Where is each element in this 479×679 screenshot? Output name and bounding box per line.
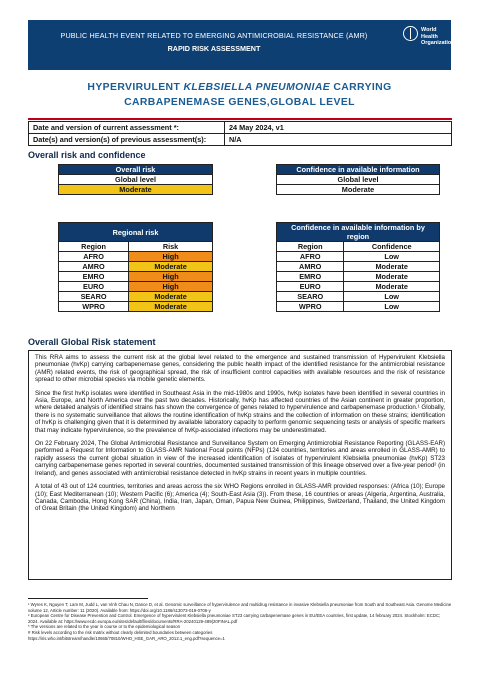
confidence-cell: Moderate bbox=[344, 262, 440, 272]
region-cell: EMRO bbox=[59, 272, 129, 282]
statement-paragraph-4: A total of 43 out of 124 countries, territories and areas across the six WHO Regions enrolled in GLASS-AMR provided responses: (Africa (10); Europe (10); East Mediterranean (10); Western Pacific (6); America (4); South-East Asia (3)). From these, 16 countries or areas (Algeria, Argentina, Australia, Canada, Cambodia, Hong Kong SAR (China), India, Iran, Japan, Oman, Papua New Guinea, Philippines, Switzerland, Thailand, the United Kingdom of Great Britain (the United Kingdom) and Northern bbox=[35, 483, 445, 513]
column-region: Region bbox=[59, 242, 129, 252]
footnote-rule bbox=[28, 598, 148, 599]
overall-confidence-header: Confidence in available information bbox=[277, 165, 440, 175]
region-cell: SEARO bbox=[59, 292, 129, 302]
current-assessment-value: 24 May 2024, v1 bbox=[225, 122, 452, 134]
regional-confidence-header: Confidence in available information by region bbox=[277, 223, 440, 242]
footnote-1: ¹ Wyres K, Nguyen T, Lam M, Judd L, van Vinh Chau N, Dance D, et al. Genomic surveillance of hypervirulence and multidrug resistance in invasive Klebsiella pneumoniae from South and Southeast Asia. Genome Medicine volume 12, Article number: 11 (2020). Available from: https://doi.org/10.1186/s13073-019-0706-y bbox=[28, 602, 452, 613]
footnote-3: * The versions are related to the year in course or to the epidemiological season bbox=[28, 624, 181, 630]
regional-confidence-table bbox=[276, 222, 440, 312]
overall-confidence-level: Global level bbox=[277, 175, 440, 185]
footnote-5: https://iris.who.int/bitstream/handle/10665/70810/WHO_HSE_GAR_ARO_2012.1_eng.pdf?sequence=1 bbox=[28, 635, 225, 641]
org-name-line-2: Organization bbox=[421, 40, 455, 46]
footnote-2: ² European Centre for Disease Prevention and Control. Emergence of hypervirulent Klebsiella pneumoniae ST23 carrying carbapenemase genes in EU/EEA countries, first update, 14 february 2024. Stockholm: ECDC; 2024. Available at: https://www.ecdc.europa.eu/sites/default/files/documents/RRA-20240129-489(20FINAL.pdf bbox=[28, 613, 441, 624]
region-cell: WPRO bbox=[59, 302, 129, 312]
statement-paragraph-1: This RRA aims to assess the current risk at the global level related to the emergence and sustained transmission of Hypervirulent Klebsiella pneumoniae (hvKp) carrying carbapenemase genes, considering the public health impact of the identified resistance for the antimicrobial resistance (AMR) related events, the risk of geographical spread, the risk of insufficient control capacities with available resources and the risk of resistance spread to other microbial species via mobile genetic elements. bbox=[35, 354, 445, 384]
risk-statement-box bbox=[28, 350, 452, 580]
risk-cell: High bbox=[129, 272, 213, 282]
statement-paragraph-3: On 22 February 2024, The Global Antimicrobial Resistance and Surveillance System on Emerging Antimicrobial Resistance Reporting (GLASS-EAR) performed a Request for Information to GLASS-AMR National Focal points (NFPs) (124 countries, territories and areas enrolled in GLASS-AMR) to rapidly assess the current global situation in view of the increased identification of isolates of hypervirulent Klebsiella pneumoniae (hvKp) ST23 carrying carbapenemase genes reported in several countries, documented sustained transmission of this lineage observed over a five-year period² (in Ireland), and genes associated with antimicrobial resistance detected in hvKp strains in recent years in multiple countries. bbox=[35, 440, 445, 477]
overall-confidence-table bbox=[276, 164, 440, 195]
region-cell: EURO bbox=[59, 282, 129, 292]
header-line-1: PUBLIC HEALTH EVENT RELATED TO EMERGING ANTIMICROBIAL RESISTANCE (AMR) bbox=[60, 31, 368, 40]
header-line-2: RAPID RISK ASSESSMENT bbox=[167, 44, 261, 53]
who-logo bbox=[403, 24, 455, 46]
confidence-cell: Moderate bbox=[344, 272, 440, 282]
regional-risk-table bbox=[58, 222, 213, 312]
risk-cell: Moderate bbox=[129, 262, 213, 272]
overall-confidence-value: Moderate bbox=[277, 185, 440, 195]
confidence-cell: Low bbox=[344, 252, 440, 262]
assessment-info bbox=[28, 118, 452, 146]
column-region: Region bbox=[277, 242, 344, 252]
region-cell: AMRO bbox=[59, 262, 129, 272]
confidence-cell: Moderate bbox=[344, 282, 440, 292]
region-cell: AMRO bbox=[277, 262, 344, 272]
previous-assessment-label: Date(s) and version(s) of previous assessment(s): bbox=[29, 134, 225, 146]
region-cell: AFRO bbox=[277, 252, 344, 262]
who-logo-text bbox=[421, 27, 455, 47]
risk-cell: Moderate bbox=[129, 302, 213, 312]
confidence-cell: Low bbox=[344, 302, 440, 312]
region-cell: AFRO bbox=[59, 252, 129, 262]
overall-risk-header: Overall risk bbox=[59, 165, 213, 175]
overall-risk-value: Moderate bbox=[59, 185, 213, 195]
region-cell: WPRO bbox=[277, 302, 344, 312]
confidence-cell: Low bbox=[344, 292, 440, 302]
column-risk: Risk bbox=[129, 242, 213, 252]
risk-cell: High bbox=[129, 282, 213, 292]
region-cell: EURO bbox=[277, 282, 344, 292]
risk-cell: High bbox=[129, 252, 213, 262]
header-banner bbox=[28, 20, 455, 70]
region-cell: EMRO bbox=[277, 272, 344, 282]
previous-assessment-value: N/A bbox=[225, 134, 452, 146]
globe-icon bbox=[403, 26, 418, 41]
current-assessment-label: Date and version of current assessment *: bbox=[29, 122, 225, 134]
footnotes bbox=[28, 602, 452, 641]
region-cell: SEARO bbox=[277, 292, 344, 302]
document-title bbox=[20, 80, 459, 110]
overall-risk-table bbox=[58, 164, 213, 195]
title-part-1: HYPERVIRULENT bbox=[87, 82, 184, 93]
title-species: KLEBSIELLA PNEUMONIAE bbox=[183, 82, 331, 93]
statement-paragraph-2: Since the first hvKp isolates were identified in Southeast Asia in the mid-1980s and 1990s, hvKp isolates have been identified in several countries in Asia, Europe, and North America over the past two decades. Historically, hvKp has affected countries of the Asian continent in greater proportion, where detailed analysis of identified strains has shown the convergence of genes related to hypervirulence and carbapenemase production.¹ Globally, there is no systematic surveillance that allows the routine identification of hvKp strains and the collection of information on these strains; identification of hvKp is challenging given that it is determined by available laboratory capacity to perform genomic sequencing tests or analysis of specific markers that may indicate hypervirulence, so the prevalence of hvKp-associated infections may be underestimated. bbox=[35, 389, 445, 434]
footnote-4: # Risk levels according to the risk matrix without clearly delimited boundaries between categories bbox=[28, 629, 213, 635]
column-confidence: Confidence bbox=[344, 242, 440, 252]
org-name-line-1: World Health bbox=[421, 27, 438, 40]
title-part-3: CARRYING bbox=[330, 82, 392, 93]
risk-cell: Moderate bbox=[129, 292, 213, 302]
red-divider bbox=[28, 118, 452, 120]
overall-section-title: Overall risk and confidence bbox=[28, 150, 146, 160]
title-line-2: CARBAPENEMASE GENES,GLOBAL LEVEL bbox=[124, 97, 355, 108]
overall-risk-level: Global level bbox=[59, 175, 213, 185]
statement-title: Overall Global Risk statement bbox=[28, 337, 156, 347]
regional-risk-header: Regional risk bbox=[59, 223, 213, 242]
